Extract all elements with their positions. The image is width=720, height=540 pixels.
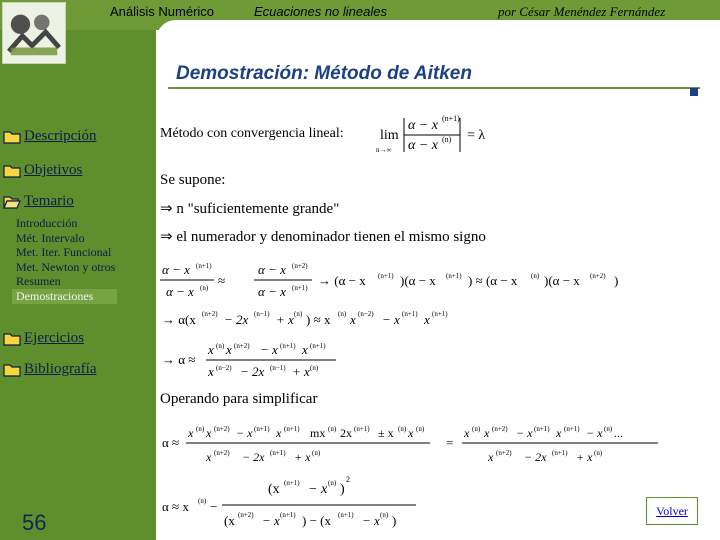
svg-text:(n+1): (n+1): [338, 511, 354, 519]
svg-text:+ x: + x: [292, 364, 310, 379]
svg-text:(n): (n): [200, 284, 209, 292]
svg-text:−: −: [210, 499, 218, 514]
svg-text:): ): [340, 482, 345, 497]
svg-text:(n+2): (n+2): [214, 425, 230, 433]
svg-text:(n): (n): [380, 511, 389, 519]
svg-text:(n+1): (n+1): [432, 310, 448, 318]
svg-text:x: x: [302, 342, 308, 357]
submenu-item-newton[interactable]: Met. Newton y otros: [16, 259, 116, 274]
temario-submenu: [16, 216, 117, 304]
folder-closed-icon: [3, 164, 21, 178]
svg-text:(x: (x: [224, 513, 235, 528]
svg-text:α − x: α − x: [166, 284, 194, 299]
svg-text:+ x: + x: [294, 450, 311, 464]
svg-text:(n): (n): [328, 479, 337, 487]
svg-text:− x: − x: [516, 426, 533, 440]
svg-text:x: x: [424, 312, 430, 327]
content-line-same-sign: ⇒ el numerador y denominador tienen el mismo signo: [160, 229, 486, 245]
submenu-item-demostraciones[interactable]: Demostraciones: [12, 289, 117, 304]
svg-text:(n+1): (n+1): [254, 425, 270, 433]
svg-text:2x: 2x: [340, 426, 352, 440]
svg-text:(n): (n): [442, 135, 452, 144]
svg-text:): ): [614, 273, 619, 288]
content-line-assumption: Se supone:: [160, 172, 226, 188]
svg-text:mx: mx: [310, 426, 326, 440]
expanded-formula: [158, 302, 488, 336]
svg-text:(n+1): (n+1): [284, 425, 300, 433]
svg-text:(n+1): (n+1): [378, 272, 394, 280]
svg-text:x: x: [488, 450, 494, 464]
svg-text:− 2x: − 2x: [240, 364, 265, 379]
svg-text:− x: − x: [236, 426, 253, 440]
sidebar-item-ejercicios[interactable]: [3, 330, 84, 347]
svg-text:(n+2): (n+2): [292, 262, 308, 270]
svg-text:(n): (n): [604, 425, 613, 433]
sidebar-item-label: Descripción: [24, 128, 97, 144]
content-line-large-n: ⇒ n "suficientemente grande": [160, 201, 340, 217]
svg-text:(n): (n): [531, 272, 540, 280]
svg-text:α ≈: α ≈: [162, 435, 180, 450]
svg-text:(n+1): (n+1): [446, 272, 462, 280]
svg-text:(n): (n): [196, 425, 205, 433]
svg-text:(n+2): (n+2): [496, 449, 512, 457]
svg-text:x: x: [208, 364, 214, 379]
university-logo: [2, 2, 66, 64]
svg-text:(n+1): (n+1): [534, 425, 550, 433]
svg-text:2: 2: [346, 475, 350, 484]
svg-text:(n): (n): [594, 449, 603, 457]
page-number: 56: [22, 510, 47, 535]
svg-text:x: x: [408, 426, 414, 440]
svg-text:x: x: [350, 312, 356, 327]
svg-text:− x: − x: [308, 482, 328, 497]
svg-text:(n+2): (n+2): [590, 272, 606, 280]
svg-text:≈: ≈: [218, 273, 226, 288]
svg-text:± x: ± x: [378, 426, 394, 440]
svg-text:...: ...: [614, 426, 623, 440]
sidebar-item-label: Objetivos: [24, 162, 83, 178]
svg-text:α − x: α − x: [162, 262, 190, 277]
svg-text:→ α(x: → α(x: [162, 312, 196, 327]
svg-text:) ≈ (α − x: ) ≈ (α − x: [468, 273, 518, 288]
svg-text:(n): (n): [416, 425, 425, 433]
svg-text:+ x: + x: [576, 450, 593, 464]
svg-text:→ α ≈: → α ≈: [162, 352, 196, 367]
svg-text:lim: lim: [380, 128, 399, 143]
svg-text:α − x: α − x: [258, 284, 286, 299]
author-credit: por César Menéndez Fernández: [498, 4, 666, 19]
svg-text:(n): (n): [328, 425, 337, 433]
svg-text:(n−1): (n−1): [270, 364, 286, 372]
svg-text:− x: − x: [362, 513, 380, 528]
svg-text:(n+1): (n+1): [442, 114, 460, 123]
alpha-formula: [158, 340, 378, 384]
svg-text:x: x: [188, 426, 194, 440]
back-button[interactable]: [646, 497, 698, 525]
back-button-label: Volver: [656, 503, 688, 518]
content-line-simplify: Operando para simplificar: [160, 391, 318, 407]
svg-text:(n−1): (n−1): [254, 310, 270, 318]
svg-text:− x: − x: [382, 312, 400, 327]
sidebar-item-label: Ejercicios: [24, 330, 84, 346]
svg-text:=: =: [446, 435, 454, 450]
svg-text:− x: − x: [260, 342, 278, 357]
content-line-convergence: Método con convergencia lineal:: [160, 126, 344, 141]
svg-text:(n+1): (n+1): [354, 425, 370, 433]
svg-text:− 2x: − 2x: [242, 450, 265, 464]
svg-text:x: x: [276, 426, 282, 440]
svg-text:) − (x: ) − (x: [302, 513, 331, 528]
svg-text:(n): (n): [198, 497, 207, 505]
svg-text:): ): [392, 513, 397, 528]
svg-text:(n+2): (n+2): [238, 511, 254, 519]
svg-text:− 2x: − 2x: [524, 450, 547, 464]
ratio-approximation-formula: [158, 258, 678, 306]
sidebar-item-objetivos[interactable]: [3, 162, 82, 179]
svg-text:n→∞: n→∞: [376, 146, 392, 154]
svg-text:x: x: [484, 426, 490, 440]
limit-formula: [376, 108, 496, 156]
svg-text:x: x: [226, 342, 232, 357]
topic-title: Ecuaciones no lineales: [254, 4, 387, 19]
svg-text:(n+2): (n+2): [234, 342, 250, 350]
svg-text:= λ: = λ: [467, 128, 486, 143]
svg-text:(n−2): (n−2): [216, 364, 232, 372]
aitken-formula: [158, 473, 458, 535]
svg-text:(n): (n): [294, 310, 303, 318]
submenu-item-resumen[interactable]: Resumen: [16, 274, 61, 289]
submenu-item-introduccion[interactable]: Introducción: [16, 216, 78, 230]
svg-text:(n+1): (n+1): [310, 342, 326, 350]
sidebar-item-descripcion[interactable]: [3, 128, 96, 145]
svg-text:(n+2): (n+2): [214, 449, 230, 457]
svg-text:− x: − x: [262, 513, 280, 528]
svg-text:x: x: [206, 450, 212, 464]
svg-text:(n+1): (n+1): [196, 262, 212, 270]
sidebar-item-bibliografia[interactable]: [3, 361, 96, 378]
svg-text:(x: (x: [268, 482, 280, 497]
svg-text:(n): (n): [398, 425, 407, 433]
folder-open-icon: [3, 195, 21, 209]
svg-text:) ≈ x: ) ≈ x: [306, 312, 331, 327]
svg-text:(n+1): (n+1): [564, 425, 580, 433]
svg-text:α − x: α − x: [408, 118, 439, 133]
svg-text:(n): (n): [216, 342, 225, 350]
svg-text:− x: − x: [586, 426, 603, 440]
svg-text:(n+2): (n+2): [492, 425, 508, 433]
sidebar-item-label: Bibliografía: [24, 361, 97, 377]
svg-text:(n+1): (n+1): [280, 342, 296, 350]
svg-text:→ (α − x: → (α − x: [318, 273, 366, 288]
svg-text:+ x: + x: [276, 312, 294, 327]
svg-text:− 2x: − 2x: [224, 312, 249, 327]
folder-closed-icon: [3, 363, 21, 377]
sidebar-item-temario[interactable]: [3, 193, 74, 210]
svg-text:x: x: [556, 426, 562, 440]
folder-closed-icon: [3, 332, 21, 346]
svg-text:(n+1): (n+1): [270, 449, 286, 457]
simplified-formula: [158, 421, 668, 469]
slide-title: Demostración: Método de Aitken: [176, 63, 472, 84]
svg-text:(n+1): (n+1): [280, 511, 296, 519]
svg-text:(n+1): (n+1): [552, 449, 568, 457]
slide-content: [158, 88, 720, 540]
svg-text:(n): (n): [310, 364, 319, 372]
svg-text:α − x: α − x: [258, 262, 286, 277]
svg-text:)(α − x: )(α − x: [544, 273, 580, 288]
svg-text:α − x: α − x: [408, 138, 439, 153]
submenu-item-intervalo[interactable]: Mét. Intervalo: [16, 230, 85, 245]
svg-text:(n+1): (n+1): [284, 479, 300, 487]
svg-text:(n+1): (n+1): [292, 284, 308, 292]
sidebar-item-label: Temario: [24, 193, 74, 209]
submenu-item-iter-funcional[interactable]: Met. Iter. Funcional: [16, 245, 112, 260]
svg-text:x: x: [464, 426, 470, 440]
svg-text:x: x: [208, 342, 214, 357]
course-title: Análisis Numérico: [110, 4, 215, 19]
svg-text:)(α − x: )(α − x: [400, 273, 436, 288]
svg-text:α ≈ x: α ≈ x: [162, 499, 189, 514]
logo-graphic: [3, 3, 65, 63]
svg-text:(n): (n): [338, 310, 347, 318]
folder-closed-icon: [3, 130, 21, 144]
svg-text:(n): (n): [472, 425, 481, 433]
svg-text:x: x: [206, 426, 212, 440]
svg-text:(n): (n): [312, 449, 321, 457]
svg-text:(n+2): (n+2): [202, 310, 218, 318]
svg-text:(n+1): (n+1): [402, 310, 418, 318]
svg-text:(n−2): (n−2): [358, 310, 374, 318]
